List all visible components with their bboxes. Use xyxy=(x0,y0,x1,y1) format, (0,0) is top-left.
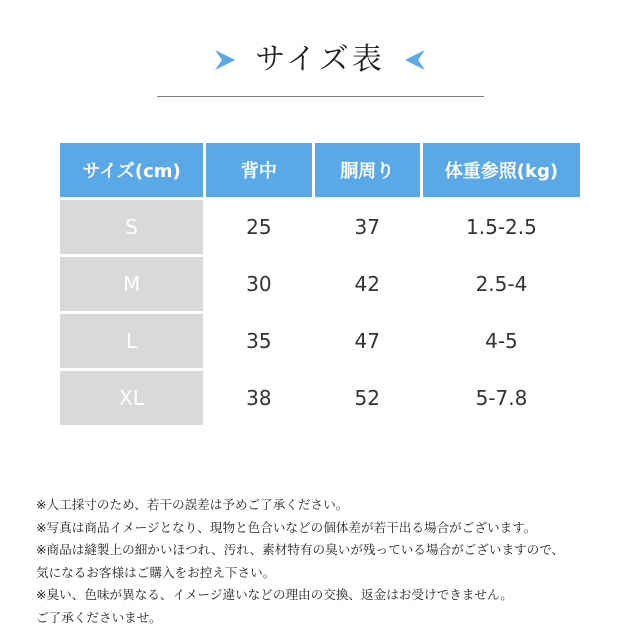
table-row xyxy=(60,371,580,425)
header-size: サイズ(cm) xyxy=(60,143,203,197)
back-cell: 25 xyxy=(206,200,311,254)
note-line: ※臭い、色味が異なる、イメージ違いなどの理由の交換、返金はお受けできません。 xyxy=(36,587,513,602)
waist-cell: 52 xyxy=(315,371,420,425)
weight-cell: 4-5 xyxy=(423,314,580,368)
size-cell: L xyxy=(60,314,203,368)
size-cell: S xyxy=(60,200,203,254)
header-back: 背中 xyxy=(206,143,311,197)
waist-cell: 42 xyxy=(315,257,420,311)
table-header-row xyxy=(60,143,580,197)
waist-cell: 37 xyxy=(315,200,420,254)
note-line: ※商品は縫製上の細かいほつれ、汚れ、素材特有の臭いが残っている場合がございますので、 xyxy=(36,542,565,557)
chevron-left-icon xyxy=(403,48,429,72)
size-cell: XL xyxy=(60,371,203,425)
back-cell: 30 xyxy=(206,257,311,311)
note-line: ※写真は商品イメージとなり、現物と色合いなどの個体差が若干出る場合がございます。 xyxy=(36,519,537,535)
note-line: ※人工採寸のため、若干の誤差は予めご了承ください。 xyxy=(36,497,349,512)
page-title: サイズ表 xyxy=(255,42,385,77)
size-cell: M xyxy=(60,257,203,311)
weight-cell: 1.5-2.5 xyxy=(423,200,580,254)
note-line: ご了承くださいませ。 xyxy=(36,609,162,625)
title-divider xyxy=(157,96,484,97)
size-table xyxy=(60,143,580,428)
weight-cell: 2.5-4 xyxy=(423,257,580,311)
note-line: 気になるお客様はご購入をお控え下さい。 xyxy=(36,564,276,580)
weight-cell: 5-7.8 xyxy=(423,371,580,425)
table-row xyxy=(60,257,580,311)
chevron-right-icon xyxy=(211,48,237,72)
table-row xyxy=(60,200,580,254)
back-cell: 38 xyxy=(206,371,311,425)
header-weight: 体重参照(kg) xyxy=(423,143,580,197)
waist-cell: 47 xyxy=(315,314,420,368)
header-waist: 胴周り xyxy=(315,143,420,197)
notes-section xyxy=(36,494,626,629)
table-row xyxy=(60,314,580,368)
back-cell: 35 xyxy=(206,314,311,368)
page-header xyxy=(0,38,640,82)
